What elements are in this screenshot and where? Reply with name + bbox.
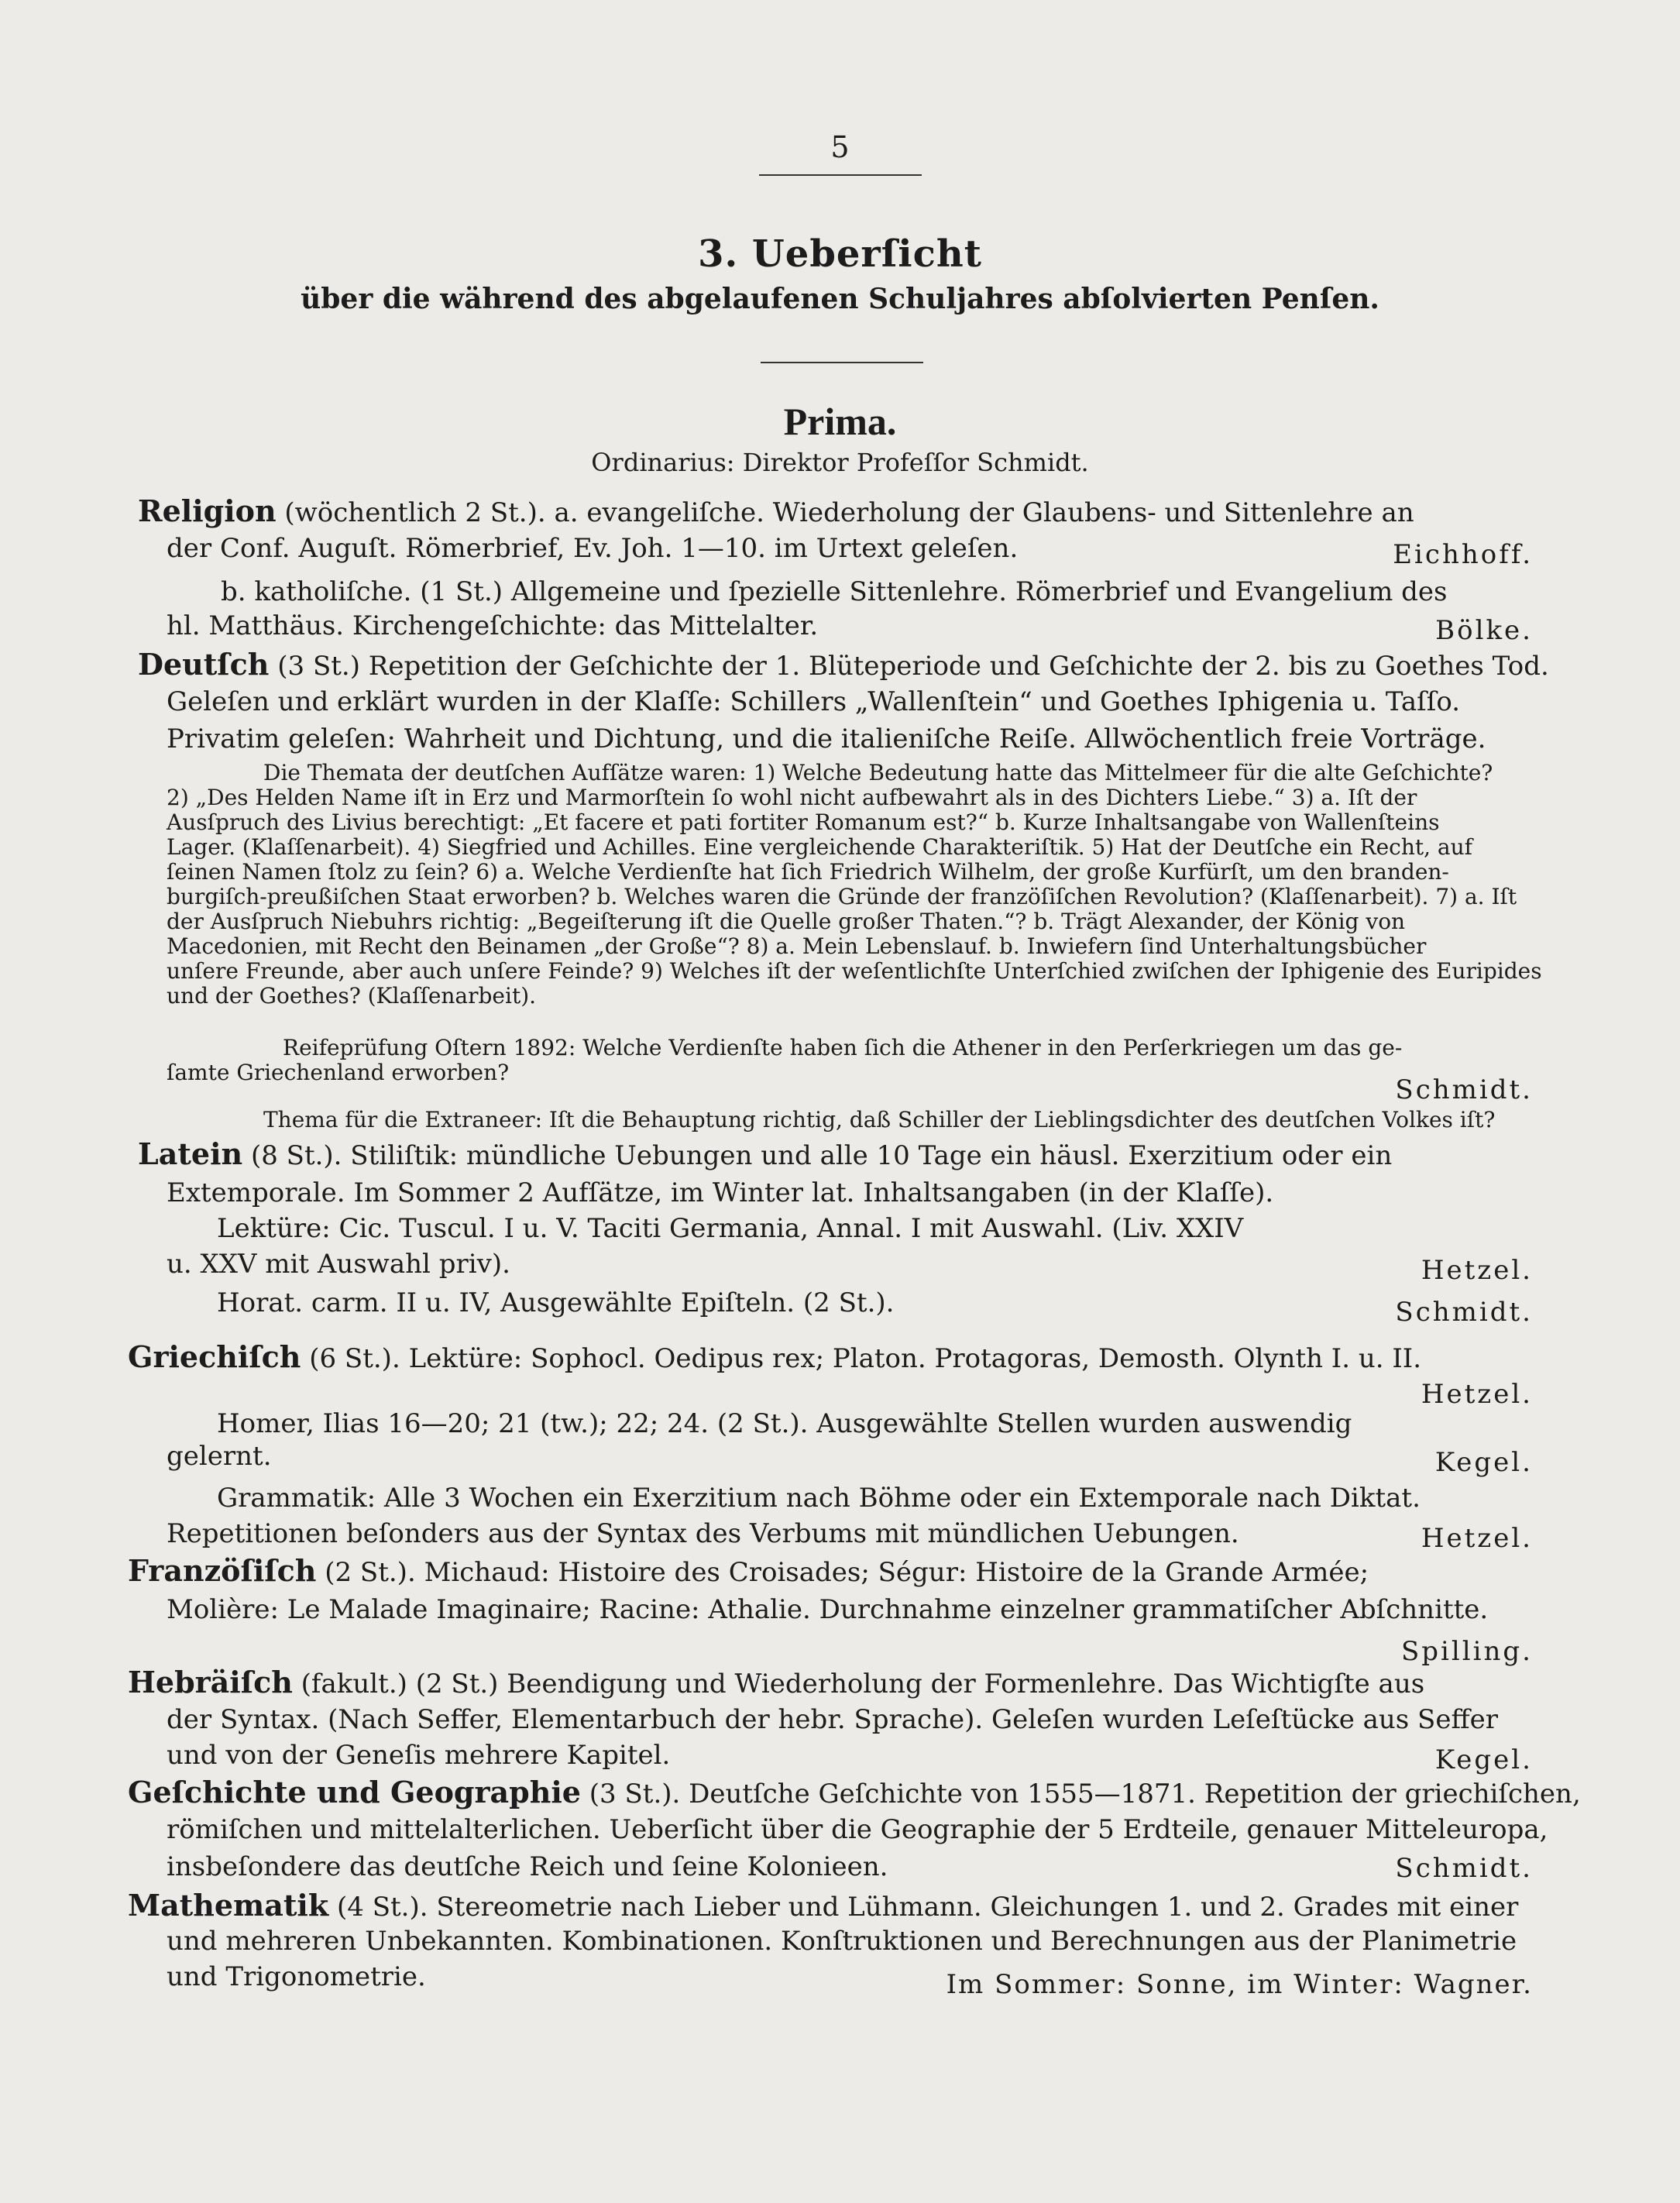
religion-line: hl. Matthäus. Kirchengeſchichte: das Mittelalter.: [167, 610, 819, 641]
franzoesisch-line: Molière: Le Malade Imaginaire; Racine: Athalie. Durchnahme einzelner grammatiſcher Abſchnitte.: [167, 1594, 1489, 1625]
essay-topics-line: Ausſpruch des Livius berechtigt: „Et facere et pati fortiter Romanum est?“ b. Kurze Inhaltsangabe von Wallenſteins: [167, 809, 1440, 835]
form-title: Prima.: [783, 400, 897, 443]
teacher-name: Schmidt.: [1395, 1853, 1533, 1884]
griechisch-entry: Griechiſch (6 St.). Lektüre: Sophocl. Oedipus rex; Platon. Protagoras, Demosth. Olynth I. u. II.: [128, 1339, 1422, 1374]
essay-topics-line: und der Goethes? (Klaſſenarbeit).: [167, 983, 537, 1009]
subject-heading: Griechiſch: [128, 1339, 301, 1374]
religion-entry: Religion (wöchentlich 2 St.). a. evangeliſche. Wiederholung der Glaubens- und Sittenlehre an: [138, 493, 1414, 528]
deutsch-line: Geleſen und erklärt wurden in der Klaſſe: Schillers „Wallenſtein“ und Goethes Iphigenia u. Taſſo.: [167, 686, 1461, 717]
teacher-name: Kegel.: [1434, 1447, 1533, 1478]
essay-topics-line: Macedonien, mit Recht den Beinamen „der Große“? 8) a. Mein Lebenslauf. b. Inwiefern ſind Unterhaltungsbücher: [167, 933, 1427, 959]
latein-line: Extemporale. Im Sommer 2 Aufſätze, im Winter lat. Inhaltsangaben (in der Klaſſe).: [167, 1177, 1274, 1208]
griechisch-line: Repetitionen beſonders aus der Syntax des Verbums mit mündlichen Uebungen.: [167, 1518, 1239, 1549]
teacher-name: Kegel.: [1434, 1744, 1533, 1775]
teacher-name: Bölke.: [1435, 615, 1533, 646]
religion-line: der Conf. Auguſt. Römerbrief, Ev. Joh. 1—10. im Urtext geleſen.: [167, 533, 1019, 564]
geschichte-entry: Geſchichte und Geographie (3 St.). Deutſche Geſchichte von 1555—1871. Repetition der griechiſchen,: [128, 1775, 1581, 1809]
deutsch-entry: Deutſch (3 St.) Repetition der Geſchichte der 1. Blüteperiode und Geſchichte der 2. bis zu Goethes Tod.: [138, 647, 1549, 682]
hebraeisch-entry: Hebräiſch (fakult.) (2 St.) Beendigung und Wiederholung der Formenlehre. Das Wichtigſte aus: [128, 1665, 1425, 1700]
mathematik-entry: Mathematik (4 St.). Stereometrie nach Lieber und Lühmann. Gleichungen 1. und 2. Grades mit einer: [128, 1888, 1519, 1923]
griechisch-line: Homer, Ilias 16—20; 21 (tw.); 22; 24. (2 St.). Ausgewählte Stellen wurden auswendig: [217, 1408, 1352, 1439]
section-title: 3. Ueberſicht: [698, 232, 982, 276]
page-number-rule: [759, 174, 922, 176]
hebraeisch-line: der Syntax. (Nach Seffer, Elementarbuch der hebr. Sprache). Geleſen wurden Leſeſtücke aus Seffer: [167, 1704, 1498, 1735]
essay-topics-line: Lager. (Klaſſenarbeit). 4) Siegfried und Achilles. Eine vergleichende Charakteriſtik. 5) Hat der Deutſche ein Recht, auf: [167, 834, 1473, 860]
religion-line: b. katholiſche. (1 St.) Allgemeine und ſpezielle Sittenlehre. Römerbrief und Evangelium des: [221, 576, 1448, 607]
teacher-name: Im Sommer: Sonne, im Winter: Wagner.: [946, 1969, 1533, 2000]
teacher-name: Hetzel.: [1421, 1255, 1533, 1286]
deutsch-line: Privatim geleſen: Wahrheit und Dichtung, und die italieniſche Reiſe. Allwöchentlich freie Vorträge.: [167, 723, 1486, 754]
latein-entry: Latein (8 St.). Stiliſtik: mündliche Uebungen und alle 10 Tage ein häusl. Exerzitium oder ein: [138, 1136, 1393, 1171]
extraneer-topic: Thema für die Extraneer: Iſt die Behauptung richtig, daß Schiller der Lieblingsdichter des deutſchen Volkes iſt?: [263, 1107, 1496, 1132]
latein-line: Horat. carm. II u. IV, Ausgewählte Epiſteln. (2 St.).: [217, 1287, 895, 1318]
ordinarius-line: Ordinarius: Direktor Profeſſor Schmidt.: [591, 448, 1089, 477]
geschichte-line: insbeſondere das deutſche Reich und ſeine Kolonieen.: [167, 1851, 888, 1882]
subject-heading: Hebräiſch: [128, 1665, 293, 1700]
geschichte-line: römiſchen und mittelalterlichen. Ueberſicht über die Geographie der 5 Erdteile, genauer Mitteleuropa,: [167, 1814, 1548, 1845]
exam-topic-line: ſamte Griechenland erworben?: [167, 1060, 510, 1085]
teacher-name: Eichhoff.: [1393, 539, 1533, 570]
essay-topics-line: 2) „Des Helden Name iſt in Erz und Marmorſtein ſo wohl nicht aufbewahrt als in des Dichters Liebe.“ 3) a. Iſt der: [167, 785, 1417, 810]
griechisch-line: Grammatik: Alle 3 Wochen ein Exerzitium nach Böhme oder ein Extemporale nach Diktat.: [217, 1483, 1421, 1514]
title-rule: [761, 362, 923, 363]
teacher-name: Schmidt.: [1395, 1074, 1533, 1105]
latein-line: u. XXV mit Auswahl priv).: [167, 1249, 510, 1280]
subject-heading: Latein: [138, 1136, 243, 1171]
subject-heading: Geſchichte und Geographie: [128, 1775, 581, 1809]
subject-heading: Deutſch: [138, 647, 270, 682]
page-number: 5: [830, 130, 850, 164]
section-subtitle: über die während des abgelaufenen Schuljahres abſolvierten Penſen.: [301, 283, 1379, 315]
subject-heading: Religion: [138, 493, 277, 528]
teacher-name: Spilling.: [1400, 1636, 1533, 1667]
essay-topics-line: ſeinen Namen ſtolz zu ſein? 6) a. Welche Verdienſte hat ſich Friedrich Wilhelm, der große Kurfürſt, um den branden-: [167, 859, 1449, 885]
mathematik-line: und Trigonometrie.: [167, 1961, 426, 1992]
latein-line: Lektüre: Cic. Tuscul. I u. V. Taciti Germania, Annal. I mit Auswahl. (Liv. XXIV: [217, 1213, 1244, 1244]
teacher-name: Hetzel.: [1421, 1523, 1533, 1554]
essay-topics-line: unſere Freunde, aber auch unſere Feinde? 9) Welches iſt der weſentlichſte Unterſchied zwiſchen der Iphigenie des Euripides: [167, 958, 1542, 984]
hebraeisch-line: und von der Geneſis mehrere Kapitel.: [167, 1740, 671, 1771]
essay-topics-line: burgiſch-preußiſchen Staat erworben? b. Welches waren die Gründe der franzöſiſchen Revolution? (Klaſſenarbeit). 7) a. Iſt: [167, 884, 1517, 909]
franzoesisch-entry: Franzöſiſch (2 St.). Michaud: Histoire des Croisades; Ségur: Histoire de la Grande Armée;: [128, 1553, 1369, 1588]
subject-heading: Franzöſiſch: [128, 1553, 317, 1588]
teacher-name: Schmidt.: [1395, 1297, 1533, 1328]
subject-heading: Mathematik: [128, 1888, 329, 1923]
mathematik-line: und mehreren Unbekannten. Kombinationen. Konſtruktionen und Berechnungen aus der Planimetrie: [167, 1926, 1517, 1957]
griechisch-line: gelernt.: [167, 1441, 272, 1472]
essay-topics-line: der Ausſpruch Niebuhrs richtig: „Begeiſterung iſt die Quelle großer Thaten.“? b. Trägt Alexander, der König von: [167, 909, 1406, 934]
exam-topic-line: Reifeprüfung Oſtern 1892: Welche Verdienſte haben ſich die Athener in den Perſerkriegen um das ge-: [283, 1035, 1403, 1060]
essay-topics-line: Die Themata der deutſchen Aufſätze waren: 1) Welche Bedeutung hatte das Mittelmeer für die alte Geſchichte?: [263, 760, 1493, 785]
teacher-name: Hetzel.: [1421, 1379, 1533, 1410]
